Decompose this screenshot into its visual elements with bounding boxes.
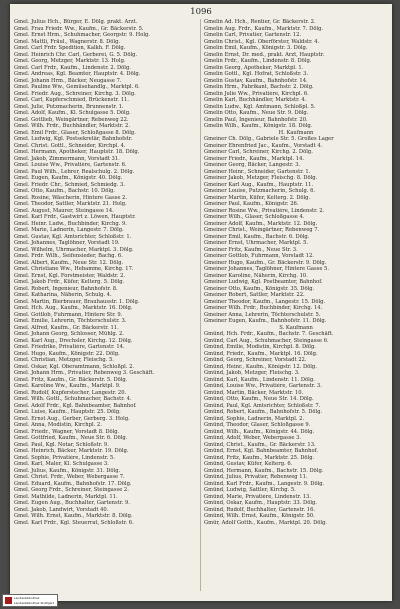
directory-entry: Gmeiner Ernst, Uhrmacher, Marktpl. 5. — [204, 240, 309, 246]
directory-entry: Gmelin Aug. Frdr., Kaufm., Marktstr. 7. Dölg. — [204, 25, 324, 32]
directory-entry: Gmel. Friedr. Aug., Schreiner, Kirchg. 3. Dölg. — [14, 90, 136, 97]
directory-entry: Gmel. Jakob, Zimmermann, Vorstadt 31. — [14, 155, 120, 162]
directory-entry: Gmel. Christ. Frdr., Weber, Webergasse 7. — [14, 474, 125, 480]
logo-text-secondary: Landesbibliothek Stuttgart — [14, 601, 54, 605]
directory-entry: Gmel. Hch. Aug., Kaufm., Marktstr. 16. Dölg. — [14, 305, 133, 311]
directory-entry: Gmel. Emilie, Lehrerin, Töchterschulstr. 3. — [14, 318, 127, 324]
directory-entry: Gmünd, Heinr., Kaufm., Königstr. 12. Dölg. — [204, 363, 317, 370]
column-divider — [200, 19, 201, 591]
directory-entry: Gmel. Friedr., Wagner, Vorstadt 8. Dölg. — [14, 428, 120, 435]
directory-entry: Gmeiner Christ., Weingärtner, Rebenweg 7. — [204, 227, 320, 233]
directory-entry: Gmel. Heinrich Chr. Carl, Gerberei, G. 5. Dölg. — [14, 51, 138, 58]
directory-entry: Gmeiner Rosine Ww., Privatière, Lindenstr. 2. — [204, 207, 325, 214]
directory-entry: Gmelin Carl, Privatier, Gartenstr. 12. — [204, 32, 302, 38]
directory-entry: Gmel. Mattli, Fräul., Wagnerstr. 8. Dölg. — [14, 38, 121, 45]
directory-entry: Gmel. Eugen, Kaufm., Königstr. 40. Dölg. — [14, 175, 123, 181]
directory-entry: Gmünd, Georg, Schreiner, Vorstadt 22. — [204, 357, 307, 363]
directory-entry: Gmeiner Wilh. Frdr., Buchbinder, Kirchg. 14. — [204, 305, 323, 311]
directory-entry: Gmeiner Emil, Kaufm., Bachstr. 6. Dölg. — [204, 233, 310, 240]
directory-entry: Gmelin Ad. Hch., Rentier, Gr. Bäckerstr. 2. — [204, 19, 316, 25]
directory-entry: Gmel. Karl Frdr., Gastwirt z. Löwen, Hauptstr. — [14, 214, 136, 220]
directory-entry: Gmel. Johann Georg, Schlosser, Mühlg. 2. — [14, 331, 124, 337]
directory-entry: Gmel. Georg, Metzger, Marktstr. 13. Holg. — [14, 58, 126, 64]
directory-entry: Gmeiner Martin, Küfer, Kelterg. 2. Dölg. — [204, 194, 311, 201]
directory-entry: Gmünd, Hermann, Kaufm., Bachstr. 15. Dölg. — [204, 467, 324, 474]
directory-entry: Gmel. Eduard, Kaufm., Bahnhofstr. 17. Dölg. — [14, 480, 132, 487]
directory-entry: Gmel. Carl, Kupferschmied, Brückenstr. 11. — [14, 97, 129, 103]
directory-entry: Gmeiner Ludwig, Kgl. Postbeamter, Bahnhof. — [204, 279, 323, 285]
directory-entry: Gmel. Christian, Metzger, Fleischg. 5. — [14, 357, 114, 363]
directory-entry: Gmel. Albert, Kaufm., Neue Str. 12. Dölg. — [14, 259, 124, 266]
directory-entry: Gmel. Frdr. Wilh., Seifensieder, Bachg. 6. — [14, 253, 123, 259]
directory-entry: Gmel. Paul Wilh., Lehrer, Realschulg. 2. Dölg. — [14, 168, 135, 175]
directory-entry: Gmünd, Oskar, Kaufm., Hauptstr. 33. Dölg. — [204, 500, 317, 506]
directory-entry: Gmünd, Martin, Bäcker, Marktstr. 10. — [204, 389, 304, 396]
directory-entry: Gmel. Alfred, Kaufm., Gr. Bäckerstr. 11. — [14, 324, 119, 331]
directory-entry: Gmelin Otto, Kaufm., Neue Str. 9. Dölg. — [204, 110, 309, 116]
directory-entry: Gmel. Ludwig, Kgl. Postsekretär, Bahnhofstr. — [14, 136, 133, 142]
directory-entry: Gmel. Friedrike, Privatière, Gartenstr. 14. — [14, 344, 125, 350]
directory-entry: Gmünd, Karl, Kaufm., Lindenstr. 11. Dölg. — [204, 376, 315, 383]
directory-entry: Gmeiner Heinr., Schneider, Gartenstr. 1. — [204, 168, 311, 175]
directory-entry: Gmünd, Paul, Kgl. Amtsrichter, Schloßstr. 7. — [204, 402, 321, 409]
directory-entry: Gmel. Johannes, Taglöhner, Vorstadt 19. — [14, 240, 120, 246]
directory-entry: Gmelin Georg, Apotheker, Marktpl. 1. — [204, 64, 304, 71]
directory-entry: Gmeiner Karl Aug., Kaufm., Hauptstr. 11. — [204, 181, 314, 188]
directory-entry: Gmünd, Robert, Kaufm., Bahnhofstr. 5. Dölg. — [204, 409, 323, 415]
directory-entry: Gmel. Emil Frdr., Glaser, Schloßgasse 8. Dölg. — [14, 129, 136, 136]
directory-entry: Gmel. Mathilde, Ladnerin, Marktpl. 11. — [14, 493, 118, 500]
directory-entry: Gmel. Ernst, Kgl. Forstmeister, Waldstr. 2. — [14, 272, 126, 279]
directory-entry: Gmünd, Friedr., Kaufm., Marktpl. 16. Dölg. — [204, 350, 318, 357]
directory-entry: Gmünd, Gustav, Küfer, Kelterg. 6. — [204, 461, 293, 467]
left-column — [14, 19, 197, 595]
directory-entry: Gmel. Robert, Ingenieur, Bahnhofstr. 8. — [14, 285, 118, 292]
directory-entry: Gmeiner Carl, Schreiner, Kirchg. 2. Dölg. — [204, 149, 313, 155]
directory-entry: Gmel. Carl Frdr. Spedition, Kalkh. F. Dölg. — [14, 45, 126, 51]
directory-entry: Gmeiner Friedr., Kaufm., Marktpl. 14. — [204, 155, 305, 162]
directory-entry: Gmel. Ernst Aug., Gerber, Gerberg. 3. Holg. — [14, 415, 130, 422]
directory-entry: Gmel. Adolf Frdr., Kgl. Bahnbeamter, Bahnhof. — [14, 402, 137, 409]
directory-entry: Gmel. Rosine, Wäscherin, Hintere Gasse 2. — [14, 194, 127, 201]
directory-entry: Gmel. Friedr. Chr., Schmied, Schmiedg. 3. — [14, 181, 125, 188]
directory-entry: Gmel. Heinr. Ludw., Buchbinder, Kirchg. 9. — [14, 220, 127, 227]
directory-entry: Gmünd, Rudolf, Buchhalter, Gartenstr. 16. — [204, 506, 316, 513]
directory-entry: Gmeiner Anna, Lehrerin, Töchterschulstr. 5. — [204, 311, 321, 318]
directory-entry: Gmünd, Emilie, Modistin, Kirchpl. 8. Dölg. — [204, 344, 316, 350]
directory-entry: Gmel. Adolf, Kaufm., Kl. Schulgasse 5. Dölg. — [14, 110, 131, 116]
directory-entry: Gmel. Otto, Kaufm., Bachstr. 10. Dölg. — [14, 188, 115, 194]
directory-entry: Gmeiner Hugo, Kaufm., Gr. Bäckerstr. 9. Dölg. — [204, 259, 327, 266]
directory-entry: H. Kaufmann — [278, 129, 314, 136]
directory-entry: Gmünd, Julius, Privatier, Rebenweg 11. — [204, 474, 308, 480]
directory-entry: Gmel. Gottfried, Kaufm., Neue Str. 6. Dölg. — [14, 435, 128, 441]
directory-entry: Gmünd, Carl Aug., Schuhmacher, Steingasse 6. — [204, 337, 329, 344]
page-number: 1096 — [190, 7, 212, 17]
directory-entry: Gmel. Heinrich, Bäcker, Marktstr. 19. Dölg. — [14, 448, 129, 454]
directory-entry: Gmelin Julie Ww., Privatière, Kirchpl. 6. — [204, 90, 309, 97]
directory-entry: Gmel. Fritz, Kaufm., Gr. Bäckerstr. 5. Dölg. — [14, 376, 128, 383]
directory-entry: Gmeiner Johannes, Taglöhner, Hintere Gasse 5. — [204, 266, 329, 272]
directory-entry: Gmel. Carl Frdr., Kaufm., Lindenstr. 2. Dölg. — [14, 64, 131, 71]
directory-entry: Gmel. Martin, Bierbrauer, Brauhausstr. 1. Dölg. — [14, 298, 140, 305]
directory-entry: Gmel. Wilh. Gottl., Schuhmacher, Bachstr. 4. — [14, 396, 132, 402]
directory-entry: Gmelin Gustav, Kaufm., Bahnhofstr. 14. — [204, 77, 308, 84]
directory-entry: Gmünd, Adolf, Weber, Webergasse 3. — [204, 435, 302, 441]
directory-entry: Gmeiner Adolf, Kaufm., Marktstr. 12. Dölg. — [204, 220, 318, 227]
directory-entry: Gmel. Anna, Modistin, Kirchpl. 2. — [14, 422, 102, 428]
directory-entry: Gmünd, Marie, Privatière, Lindenstr. 13. — [204, 493, 311, 500]
directory-entry: Gmel. Jakob, Landwirt, Vorstadt 40. — [14, 506, 109, 513]
directory-entry: Gmel. Jakob Frdr., Küfer, Kelterg. 5. Dölg. — [14, 279, 125, 285]
directory-entry: Gmünd, Ernst, Kgl. Bahnbeamter, Bahnhof. — [204, 448, 318, 454]
directory-entry: Gmel. Luise, Kaufm., Hauptstr. 25. Dölg. — [14, 409, 121, 415]
directory-entry: Gmel. Julius, Kaufm., Königstr. 31. Dölg. — [14, 467, 121, 474]
directory-entry: Gmelin Paul, Ingenieur, Bahnhofstr. 20. — [204, 116, 308, 123]
directory-entry: Gmeiner Louise, Putzmacherin, Schulg. 6. — [204, 188, 316, 194]
directory-entry: Gmel. Julie, Putzmacherin, Brunnenstr. 1. — [14, 103, 124, 110]
directory-entry: Gmel. Oskar, Kgl. Oberamtmann, Schloßpl. 2. — [14, 363, 135, 370]
directory-entry: Gmeiner Wilh., Glaser, Schloßgasse 4. — [204, 214, 305, 220]
directory-entry: Gmel. Paul, Kgl. Notar, Schloßstr. 9. — [14, 441, 109, 448]
directory-entry: Gmünd, Hch. Frdr., Kaufm., Bachstr. 7. Geschäft. — [204, 331, 334, 337]
directory-entry: Gmeiner Jakob, Metzger, Fleischg. 8. Dölg. — [204, 175, 318, 181]
directory-entry: Gmel. Katharina, Näherin, Schulg. 4. — [14, 292, 112, 298]
directory-entry: Gmeiner Eugen, Kaufm., Bahnhofstr. 11. Dölg. — [204, 318, 327, 324]
directory-entry: Gmünd, Theodor, Glaser, Schloßgasse 9. — [204, 422, 311, 428]
directory-entry: Gmel. Gustav, Kgl. Amtsrichter, Schloßstr. 1. — [14, 233, 132, 240]
directory-page — [10, 4, 392, 601]
directory-entry: Gmel. Karl, Maler, Kl. Schulgasse 3. — [14, 461, 109, 467]
directory-entry: Gmeiner Ehrenfried Jac., Kaufm., Vorstadt 4. — [204, 142, 323, 149]
directory-entry: Gmel. Frau Friedr. Ww., Kaufm., Gr. Bäckerstr. 5. — [14, 25, 144, 32]
directory-entry: Gmel. Wilhelm, Uhrmacher, Marktpl. 3. Dölg. — [14, 246, 134, 253]
directory-entry: Gmeiner Otto, Kaufm., Königstr. 35. Dölg. — [204, 285, 315, 292]
right-column — [204, 19, 388, 595]
directory-entry: Gmünd, Sophie, Ladnerin, Marktpl. 2. — [204, 415, 305, 422]
directory-entry: Gmeiner Georg, Bäcker, Langestr. 3. — [204, 162, 301, 168]
directory-entry: Gmelin Christ., Kgl. Oberförster, Waldstr. 4. — [204, 38, 320, 45]
directory-entry: Gmünd, Jakob, Metzger, Fleischg. 3. — [204, 370, 300, 376]
directory-entry: Gmel. Johann Hrm., Privatier, Rebenweg 3. Geschäft. — [14, 370, 155, 376]
directory-entry: Gmelin Karl, Buchhändler, Marktstr. 4. — [204, 97, 307, 103]
directory-entry: Gmünd, Karl Frdr., Kaufm., Langestr. 9. Dölg. — [204, 480, 325, 487]
directory-entry: Gmel. Andreas, Kgl. Beamter, Hauptstr. 4. Dölg. — [14, 71, 141, 77]
directory-entry: Gmelin Ludw., Kgl. Amtmann, Schloßpl. 5. — [204, 103, 316, 110]
directory-entry: Gmür, Adolf Gotth., Kaufm., Marktpl. 20. Dölg. — [204, 519, 328, 526]
directory-entry: Gmeiner Paul, Kaufm., Königstr. 26. — [204, 201, 299, 207]
directory-entry: Gmeiner Theodor, Kaufm., Langestr. 15. Dölg. — [204, 298, 326, 305]
directory-entry: Gmeiner Ch. Dölg., Gabriele Str. 5. Großes Lager — [204, 136, 334, 142]
directory-entry: Gmel. Sophie, Privatière, Lindenstr. 5. — [14, 454, 115, 461]
directory-entry: Gmel. Theodor, Sattler, Marktstr. 21. Holg. — [14, 201, 127, 207]
directory-entry: Gmel. Hugo, Kaufm., Königstr. 22. Dölg. — [14, 350, 120, 357]
directory-entry: Gmünd, Ludwig, Sattler, Kirchg. 5. — [204, 487, 296, 493]
directory-entry: Gmel. Hermann, Apotheker, Hauptstr. 18. Dölg. — [14, 149, 140, 155]
directory-entry: Gmelin Emil, Kaufm., Königstr. 3. Dölg. — [204, 45, 308, 51]
directory-entry: S. Kaufmann — [279, 324, 313, 331]
directory-entry: Gmeiner Robert, Sattler, Marktstr. 22. — [204, 292, 305, 298]
directory-entry: Gmel. Johann Hrm., Bäcker, Neugasse 7. — [14, 77, 122, 84]
directory-entry: Gmelin Wilh., Kaufm., Königstr. 18. Dölg. — [204, 123, 313, 129]
directory-entry: Gmel. Karl Aug., Drechsler, Kirchg. 12. Dölg. — [14, 337, 133, 344]
directory-entry: Gmel. August, Maurer, Steingasse 14. — [14, 207, 114, 214]
directory-entry: Gmeiner Karoline, Näherin, Kirchg. 10. — [204, 272, 308, 279]
library-emblem-icon — [5, 597, 12, 604]
directory-entry: Gmel. Wilh. Ernst, Kaufm., Marktstr. 8. Dölg. — [14, 513, 133, 519]
directory-entry: Gmel. Wilh. Frdr., Buchhändler, Marktstr. 2. — [14, 123, 130, 129]
directory-entry: Gmelin Frdr., Kaufm., Lindenstr. 8. Dölg. — [204, 58, 312, 64]
directory-entry: Gmel. Marie, Ladnerin, Langestr. 7. Dölg. — [14, 227, 124, 233]
directory-entry: Gmel. Christiane Ww., Hebamme, Kirchg. 17. — [14, 266, 134, 272]
directory-entry: Gmel. Rudolf, Kupferstecher, Langestr. 20. — [14, 389, 127, 396]
directory-entry: Gmel. Christ. Gottl., Schneider, Kirchpl. 4. — [14, 142, 126, 149]
directory-entry: Gmel. Eugen Aug., Buchhalter, Gartenstr. 9. — [14, 500, 130, 506]
directory-entry: Gmel. Karoline Ww., Kaufm., Marktpl. 9. — [14, 383, 121, 389]
directory-entry: Gmel. Ernst Hrm., Schuhmacher, Georgstr. 9. Holg. — [14, 32, 150, 38]
directory-entry: Gmünd, Fritz, Kaufm., Marktstr. 25. Dölg. — [204, 454, 315, 461]
directory-entry: Gmelin Hrm., Fabrikant, Bachstr. 2. Dölg. — [204, 84, 314, 90]
directory-entry: Gmünd, Louise Ww., Privatière, Gartenstr. 3. — [204, 383, 322, 389]
directory-entry: Gmeiner Fritz, Kaufm., Neue Str. 3. — [204, 246, 298, 253]
directory-entry: Gmünd, Christ., Kaufm., Gr. Bäckerstr. 13. — [204, 441, 316, 448]
directory-entry: Gmeiner Gottlob, Fuhrmann, Vorstadt 12. — [204, 253, 314, 259]
directory-entry: Gmel. Georg Frdr., Schreiner, Steingasse 2. — [14, 487, 129, 493]
directory-entry: Gmel. Karl Frdr., Kgl. Steuerrat, Schloßstr. 6. — [14, 519, 134, 526]
directory-entry: Gmel. Gottlob, Fuhrmann, Hintere Str. 9. — [14, 311, 123, 318]
directory-entry: Gmünd, Wilh. Ernst, Kaufm., Königstr. 50. — [204, 513, 315, 519]
directory-entry: Gmünd, Otto, Kaufm., Neue Str. 14. Dölg. — [204, 396, 314, 402]
directory-entry: Gmel. Louise Ww., Privatière, Gartenstr. 6. — [14, 162, 127, 168]
directory-entry: Gmelin Ernst, Dr. med., prakt. Arzt, Hauptstr. — [204, 51, 325, 58]
logo-text-primary: Landesbibliothek — [14, 596, 40, 600]
library-logo — [2, 594, 58, 607]
directory-entry: Gmel. Julius Hch., Bürger, E. Dölg. prakt. Arzt. — [14, 19, 138, 25]
directory-entry: Gmelin Gottl., Kgl. Hofrat, Schloßstr. 3. — [204, 71, 309, 77]
directory-entry: Gmünd, Wilh., Kaufm., Königstr. 44. Dölg. — [204, 428, 315, 435]
directory-entry: Gmel. Pauline Ww., Gemüsehandlg., Marktpl. 6. — [14, 84, 140, 90]
directory-entry: Gmel. Gottlieb, Weingärtner, Rebenweg 22. — [14, 116, 129, 123]
